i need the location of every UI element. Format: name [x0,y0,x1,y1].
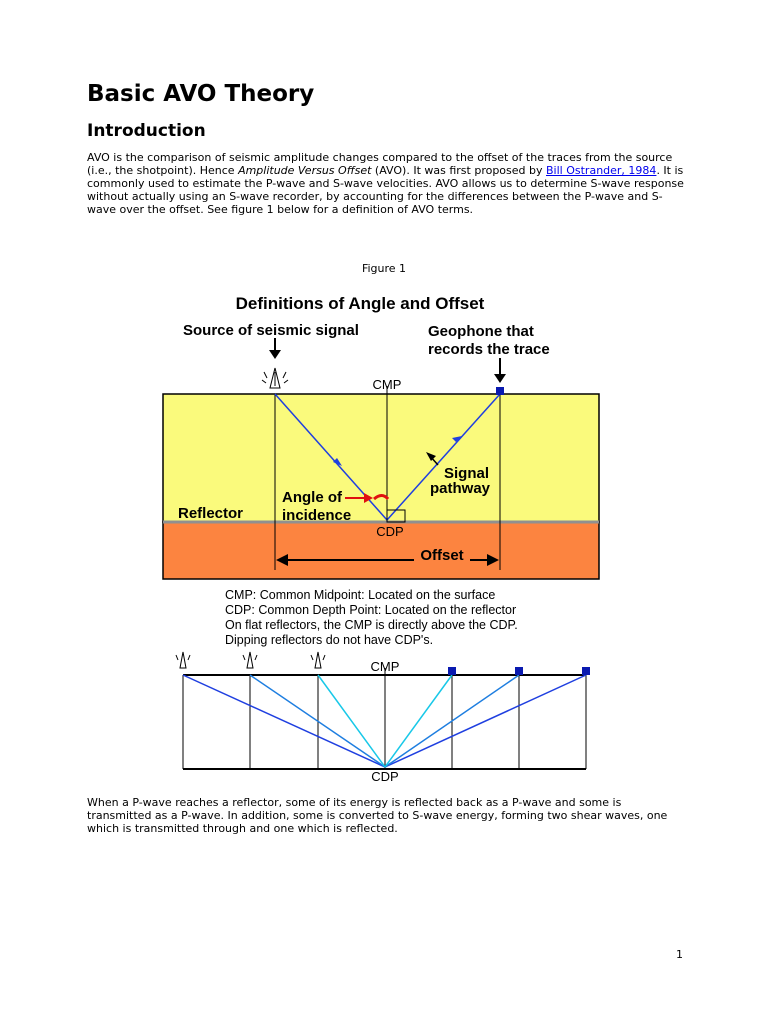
geophone-label-line2: records the trace [428,341,550,358]
note-cmp: CMP: Common Midpoint: Located on the surface [225,588,496,602]
source-icon [243,652,257,668]
ray-near-right [385,675,452,767]
figure-caption: Figure 1 [361,262,407,275]
geophone-icon [515,667,523,675]
geophone-label-line1: Geophone that [428,323,534,340]
signal-label-line1: Signal [444,465,490,482]
geophone-arrow-head [494,374,506,383]
note-cdp: CDP: Common Depth Point: Located on the reflector [225,603,517,617]
source-arrow-head [269,350,281,359]
seismic-source-icon [262,368,288,388]
ray-near-left [318,675,385,767]
upper-layer [163,394,599,522]
signal-label-line2: pathway [430,480,491,497]
figure-title: Definitions of Angle and Offset [235,294,485,313]
geophone-icon [582,667,590,675]
angle-label-line1: Angle of [282,489,342,506]
intro-text-1: AVO is the comparison of seismic amplitude changes compared to the offset of the traces from the source (i.e., the shotpoint). Hence [87,151,673,177]
source-icon [176,652,190,668]
reflector-label: Reflector [178,505,244,522]
cmp-gather-diagram [176,652,590,784]
cdp-label: CDP [376,524,404,539]
cmp-label: CMP [372,377,402,392]
angle-label-line2: incidence [282,507,352,524]
intro-text-2: (AVO). It was first proposed by [371,164,547,177]
page-number: 1 [676,948,683,961]
note-flat-reflectors: On flat reflectors, the CMP is directly above the CDP. [225,618,518,632]
intro-text-3: . It is commonly used to estimate the P-wave and S-wave velocities. AVO allows us to determine S-wave response without actually using an S-wave recorder, by accounting for the differences between the P-wave and S-wave over the offset. See figure 1 below for a definition of AVO terms. [87,164,684,216]
note-dipping-reflectors: Dipping reflectors do not have CDP's. [225,633,434,647]
cmp-lower-label: CMP [370,659,400,674]
p-wave-paragraph: When a P-wave reaches a reflector, some of its energy is reflected back as a P-wave and some is transmitted as a P-wave. In addition, some is converted to S-wave energy, forming two shear waves, one which is transmitted through and one which is reflected. [87,796,668,835]
source-icon [311,652,325,668]
geophone-icon [496,387,504,395]
cdp-lower-label: CDP [371,769,399,784]
ostrander-link[interactable]: Bill Ostrander, 1984 [546,164,657,177]
ray-far-left [183,675,385,767]
source-label: Source of seismic signal [183,322,359,339]
geophone-icon [448,667,456,675]
offset-label: Offset [420,547,464,564]
ray-far-right [385,675,586,767]
page-title: Basic AVO Theory [87,81,315,107]
intro-emphasis: Amplitude Versus Offset [238,164,372,177]
section-heading: Introduction [87,121,206,141]
